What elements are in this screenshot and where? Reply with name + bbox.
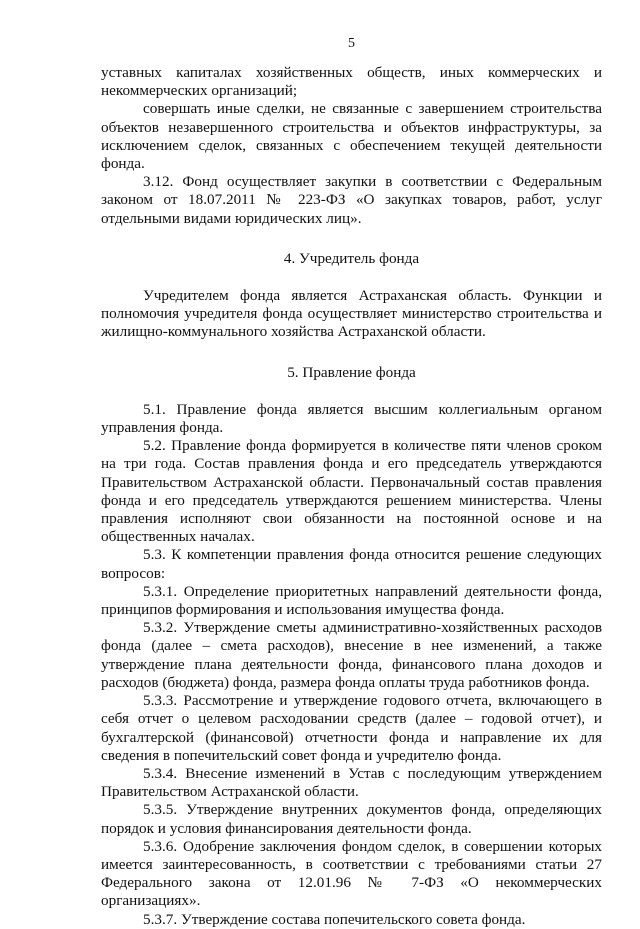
paragraph-5-3-1: 5.3.1. Определение приоритетных направлений деятельности фонда, принципов формирования и использования имущества фонда.	[101, 582, 602, 619]
paragraph-5-3: 5.3. К компетенции правления фонда относится решение следующих вопросов:	[101, 546, 602, 582]
paragraph-5-3-7: 5.3.7. Утверждение состава попечительского совета фонда.	[143, 910, 526, 928]
paragraph-5-3-3: 5.3.3. Рассмотрение и утверждение годового отчета, включающего в себя отчет о целевом расходовании средств (далее – годовой отчет), и бухгалтерской (финансовой) отчетности фонда и направление их для сведения в попечительский совет фонда и учредителю фонда.	[101, 692, 602, 764]
section-5-heading: 5. Правление фонда	[287, 363, 416, 381]
paragraph-5-3-4: 5.3.4. Внесение изменений в Устав с последующим утверждением Правительством Астраханской области.	[101, 764, 602, 801]
paragraph-continuation: уставных капиталах хозяйственных обществ, иных коммерческих и некоммерческих организаций;	[101, 64, 602, 100]
paragraph-other-transactions: совершать иные сделки, не связанные с завершением строительства объектов незавершенного строительства и объектов инфраструктуры, за исключением сделок, связанных с обеспечением текущей деятельности фонда.	[101, 100, 602, 173]
paragraph-5-2: 5.2. Правление фонда формируется в количестве пяти членов сроком на три года. Состав правления фонда и его председатель утверждаются Правительством Астраханской области. Первоначальный состав правления фонда и его председатель утверждаются решением министерства. Члены правления исполняют свои обязанности на постоянной основе и на общественных началах.	[101, 437, 602, 546]
section-4-text: Учредителем фонда является Астраханская область. Функции и полномочия учредителя фонда осуществляет министерство строительства и жилищно-коммунального хозяйства Астраханской области.	[101, 287, 602, 341]
paragraph-5-3-2: 5.3.2. Утверждение сметы административно-хозяйственных расходов фонда (далее – смета расходов), внесение в нее изменений, а также утверждение плана деятельности фонда, финансового плана доходов и расходов (бюджета) фонда, размера фонда оплаты труда работников фонда.	[101, 619, 602, 691]
page-number: 5	[348, 36, 355, 51]
paragraph-5-1: 5.1. Правление фонда является высшим коллегиальным органом управления фонда.	[101, 400, 602, 437]
section-4-heading: 4. Учредитель фонда	[283, 249, 420, 267]
paragraph-5-3-6: 5.3.6. Одобрение заключения фондом сделок, в совершении которых имеется заинтересованность, в соответствии с требованиями статьи 27 Федерального закона от 12.01.96 № 7-ФЗ «О некоммерческих организациях».	[101, 837, 602, 910]
paragraph-5-3-5: 5.3.5. Утверждение внутренних документов фонда, определяющих порядок и условия финансирования деятельности фонда.	[101, 801, 602, 837]
paragraph-3-12: 3.12. Фонд осуществляет закупки в соответствии с Федеральным законом от 18.07.2011 № 223-ФЗ «О закупках товаров, работ, услуг отдельными видами юридических лиц».	[101, 173, 602, 227]
